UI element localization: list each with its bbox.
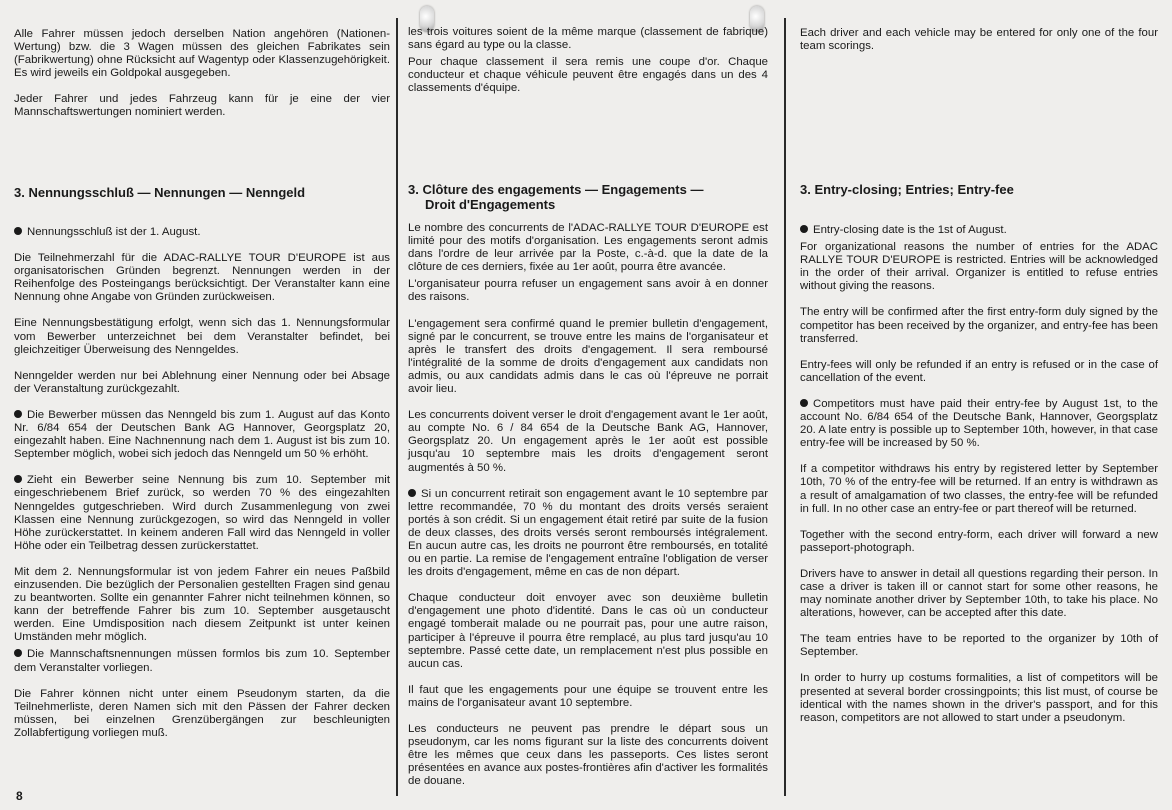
paragraph: Chaque conducteur doit envoyer avec son deuxième bulletin d'engagement une photo d'identité. Dans le cas où un conducteur engagé tomberait malade ou ne pourrait pas, pour une autre raison, participer à l'épreuve il pourra être remplacé, au plus tard jusqu'au 10 septembre. Passé cette date, un remplacement n'est plus possible en aucun cas. (408, 592, 768, 670)
paragraph: Il faut que les engagements pour une équipe se trouvent entre les mains de l'organisateur avant 10 septembre. (408, 683, 768, 709)
section-heading: 3. Nennungsschluß — Nennungen — Nenngeld (14, 185, 306, 200)
column-divider (784, 18, 786, 796)
german-intro (14, 28, 390, 133)
paragraph (800, 398, 1158, 450)
paragraph: Die Fahrer können nicht unter einem Pseudonym starten, da die Teilnehmerliste, deren Namen sich mit den Pässen der Fahrer decken müssen, bei einzelnen Grenzübergängen zur beschleunigten Zollabfertigung vorliegen muß. (14, 687, 390, 739)
paragraph-text: Die Mannschaftsnennungen müssen formlos bis zum 10. September dem Veranstalter vorliegen. (14, 648, 390, 674)
paragraph (14, 474, 390, 553)
paragraph: Jeder Fahrer und jedes Fahrzeug kann für je eine der vier Mannschaftswertungen nominiert werden. (14, 93, 390, 119)
paragraph (14, 409, 390, 461)
column-divider (396, 18, 398, 796)
paragraph-text: Entry-closing date is the 1st of August. (813, 224, 1007, 236)
heading-line: 3. Clôture des engagements — Engagements — (408, 182, 704, 197)
paragraph: Le nombre des concurrents de l'ADAC-RALLYE TOUR D'EUROPE est limité pour des motifs d'organisation. Les engagements seront admis dans l'ordre de leur arrivée par la Poste, c.-à-d. que la date de la clôture de ces derniers, fixée au 1er août, pourra être avancée. (408, 222, 768, 274)
paragraph: Pour chaque classement il sera remis une coupe d'or. Chaque conducteur et chaque véhicule peuvent être engagés dans un des 4 classements d'équipe. (408, 56, 768, 95)
section-heading (408, 182, 768, 212)
bullet-icon (14, 475, 22, 483)
french-intro (408, 26, 768, 108)
paragraph (800, 224, 1158, 237)
paragraph: In order to hurry up costums formalities, a list of competitors will be presented at several border crossingpoints; this list must, of course be identical with the names shown in the driver's passport, and for this reason, competitors are not allowed to start under a pseudonym. (800, 672, 1158, 724)
paragraph: Mit dem 2. Nennungsformular ist von jedem Fahrer ein neues Paßbild einzusenden. Die bezüglich der Personalien gestellten Fragen sind genau zu beantworten. Sollte ein genannter Fahrer nicht teilnehmen können, so kann der betreffende Fahrer bis zum 10. September ausgetauscht werden. Eine Umdisposition nach diesem Zeitpunkt ist unter keinen Umständen mehr möglich. (14, 565, 390, 644)
paragraph: Les conducteurs ne peuvent pas prendre le départ sous un pseudonym, car les noms figurant sur la liste des concurrents doivent être les mêmes que ceux dans les passeports. Ces listes seront présentées en avance aux postes-frontières afin d'activer les formalités de douane. (408, 723, 768, 788)
paragraph (14, 226, 390, 239)
paragraph: Eine Nennungsbestätigung erfolgt, wenn sich das 1. Nennungsformular vom Bewerber unterzeichnet bei dem Veranstalter befindet, bei gleichzeitiger Überweisung des Nenngeldes. (14, 317, 390, 356)
paragraph (14, 648, 390, 674)
french-column (408, 0, 768, 810)
paragraph: The team entries have to be reported to the organizer by 10th of September. (800, 633, 1158, 659)
german-body (14, 226, 390, 753)
paragraph: For organizational reasons the number of entries for the ADAC RALLYE TOUR D'EUROPE is restricted. Entries will be acknowledged in the order of their arrival. Organizer is entitled to refuse entries without giving the reasons. (800, 241, 1158, 293)
paragraph: L'engagement sera confirmé quand le premier bulletin d'engagement, signé par le concurrent, se trouve entre les mains de l'organisateur et après le transfert des droits d'engagement. Il sera remboursé l'intégralité de la somme de droits d'engagement aux candidats non admis, ou aux candidats admis dans le cas où l'épreuve ne porrait avoir lieu. (408, 317, 768, 396)
paragraph: Die Teilnehmerzahl für die ADAC-RALLYE TOUR D'EUROPE ist aus organisatorischen Gründen begrenzt. Nennungen werden in der Reihenfolge des Posteingangs berücksichtigt. Der Veranstalter kann eine Nennung ohne Angabe von Gründen zurückweisen. (14, 252, 390, 304)
paragraph: Les concurrents doivent verser le droit d'engagement avant le 1er août, au compte No. 6 / 84 654 de la Deutsche Bank AG, Hannover, Georgsplatz 20. Un engagement après le 1er août est possible jusqu'au 10 septembre mais les droits d'engagement seront augmentés à 50 %. (408, 409, 768, 474)
page-number: 8 (16, 789, 23, 803)
paragraph: Nenngelder werden nur bei Ablehnung einer Nennung oder bei Absage der Veranstaltung zurückgezahlt. (14, 369, 390, 395)
paragraph (408, 488, 768, 580)
german-column (14, 0, 390, 810)
bullet-icon (800, 225, 808, 233)
paragraph: The entry will be confirmed after the first entry-form duly signed by the competitor has been received by the organizer, and entry-fee has been transferred. (800, 306, 1158, 345)
bullet-icon (14, 410, 22, 418)
paragraph-text: Nennungsschluß ist der 1. August. (27, 226, 201, 238)
english-body (800, 224, 1158, 738)
bullet-icon (408, 489, 416, 497)
paragraph: Entry-fees will only be refunded if an entry is refused or in the case of cancellation of the event. (800, 358, 1158, 384)
paragraph-text: Zieht ein Bewerber seine Nennung bis zum 10. September mit eingeschriebenem Brief zurück, so werden 70 % des eingezahlten Nenngeldes gutgeschrieben. Wird durch Zusammenlegung von zwei Klassen eine Nennung zurückgezogen, so wird das Nenngeld in voller Höhe zurückerstattet. In keinem anderen Fall wird das Nenngeld in voller Höhe oder ein Teilbetrag dessen zurückerstattet. (14, 474, 390, 552)
paragraph: L'organisateur pourra refuser un engagement sans avoir à en donner des raisons. (408, 278, 768, 304)
english-column (800, 0, 1158, 810)
section-heading: 3. Entry-closing; Entries; Entry-fee (800, 182, 1014, 197)
paragraph: Alle Fahrer müssen jedoch derselben Nation angehören (Nationen-Wertung) bzw. die 3 Wagen müssen des gleichen Fabrikates sein (Fabrikwertung) ohne Rücksicht auf Wagentyp oder Klassenzugehörigkeit. Es wird jeweils ein Goldpokal ausgegeben. (14, 28, 390, 80)
heading-line: Droit d'Engagements (425, 197, 556, 212)
french-body (408, 222, 768, 801)
bullet-icon (14, 649, 22, 657)
english-intro (800, 27, 1158, 66)
paragraph: Together with the second entry-form, each driver will forward a new passeport-photograph. (800, 528, 1158, 554)
paragraph-text: Si un concurrent retirait son engagement avant le 10 septembre par lettre recommandée, 70 % du montant des droits versés seraient portés à son crédit. Si un engagement était retiré par suite de la fusion de deux classes, des droits versés seront remboursés intégralement. En aucun autre cas, les droits ne pourront être remboursés, en totalité ou en partie. La remise de l'engagement entraîne l'obligation de verser les droits d'engagement, même en cas de non départ. (408, 487, 768, 579)
paragraph-text: Competitors must have paid their entry-fee by August 1st, to the account No. 6/84 654 of the Deutsche Bank, Hannover, Georgsplatz 20. A late entry is possible up to September 10th, however, in that case entry-fee will be increased by 50 %. (800, 397, 1158, 450)
paragraph-text: Die Bewerber müssen das Nenngeld bis zum 1. August auf das Konto Nr. 6/84 654 der Deutschen Bank AG Hannover, Georgsplatz 20, eingezahlt haben. Eine Nachnennung nach dem 1. August ist bis zum 10. September möglich, wobei sich jedoch das Nenngeld um 50 % erhöht. (14, 408, 390, 461)
paragraph: If a competitor withdraws his entry by registered letter by September 10th, 70 % of the entry-fee will be returned. If an entry is withdrawn as a result of amalgamation of two classes, the entry-fee will be refunded in full. In no other case an entry-fee or part thereof will be returned. (800, 463, 1158, 515)
bullet-icon (14, 227, 22, 235)
bullet-icon (800, 399, 808, 407)
paragraph: Drivers have to answer in detail all questions regarding their person. In case a driver is taken ill or cannot start for some other reasons, he may nominate another driver by September 10th, to take his place. No alterations, however, can be accepted after this date. (800, 567, 1158, 620)
paragraph: les trois voitures soient de la même marque (classement de fabrique) sans égard au type ou la classe. (408, 26, 768, 52)
paragraph: Each driver and each vehicle may be entered for only one of the four team scorings. (800, 27, 1158, 53)
